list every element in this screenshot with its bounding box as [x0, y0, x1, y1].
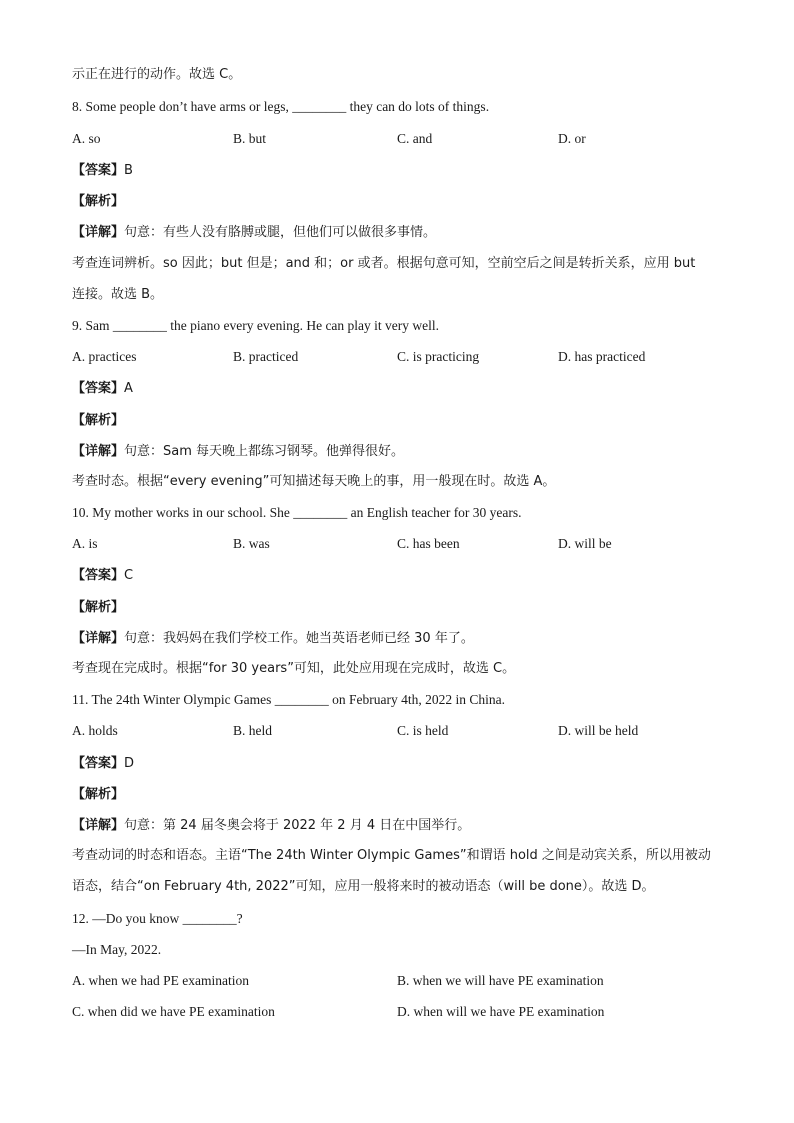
question-8-detail — [72, 223, 436, 242]
question-11-option-d: D. will be held — [558, 723, 639, 738]
question-9-detail — [72, 442, 404, 461]
question-9-option-d: D. has practiced — [558, 349, 646, 364]
question-8-stem: 8. Some people don’t have arms or legs, ________ they can do lots of things. — [72, 99, 490, 114]
answer-value: B — [124, 163, 133, 178]
answer-value: A — [124, 381, 133, 396]
detail-text: 句意：Sam 每天晚上都练习钢琴。他弹得很好。 — [124, 444, 405, 459]
question-8-explanation-1: 考查连词辨析。so 因此；but 但是；and 和；or 或者。根据句意可知，空前空后之间是转折关系，应用 but — [72, 256, 696, 271]
question-11-stem: 11. The 24th Winter Olympic Games ________ on February 4th, 2022 in China. — [72, 692, 506, 707]
question-11-answer — [72, 754, 134, 773]
intro-text: 示正在进行的动作。故选 C。 — [72, 67, 242, 82]
detail-tag: 【详解】 — [72, 818, 125, 833]
analysis-tag: 【解析】 — [72, 413, 125, 428]
question-9-explanation-1: 考查时态。根据“every evening”可知描述每天晚上的事，用一般现在时。故选 A。 — [72, 474, 556, 489]
question-10-detail — [72, 629, 474, 648]
question-9-answer — [72, 379, 133, 398]
question-11-explanation-1: 考查动词的时态和语态。主语“The 24th Winter Olympic Games”和谓语 hold 之间是动宾关系，所以用被动 — [72, 848, 711, 863]
detail-text: 句意：第 24 届冬奥会将于 2022 年 2 月 4 日在中国举行。 — [124, 818, 471, 833]
answer-tag: 【答案】 — [72, 756, 125, 771]
analysis-tag: 【解析】 — [72, 194, 125, 209]
question-12-option-b: B. when we will have PE examination — [397, 973, 604, 988]
question-8-option-c: C. and — [397, 131, 433, 146]
question-11-option-c: C. is held — [397, 723, 449, 738]
question-8-option-d: D. or — [558, 131, 586, 146]
question-10-explanation-1: 考查现在完成时。根据“for 30 years”可知，此处应用现在完成时，故选 C。 — [72, 661, 516, 676]
question-9-option-c: C. is practicing — [397, 349, 480, 364]
detail-tag: 【详解】 — [72, 631, 125, 646]
question-8-analysis — [72, 192, 124, 211]
detail-text: 句意：有些人没有胳膊或腿，但他们可以做很多事情。 — [124, 225, 437, 240]
detail-tag: 【详解】 — [72, 444, 125, 459]
question-9-option-b: B. practiced — [233, 349, 299, 364]
question-12-stem: 12. —Do you know ________? — [72, 911, 243, 926]
question-10-analysis — [72, 598, 124, 617]
answer-tag: 【答案】 — [72, 568, 125, 583]
question-11-detail — [72, 816, 470, 835]
question-11-analysis — [72, 785, 124, 804]
question-8-explanation-2: 连接。故选 B。 — [72, 287, 164, 302]
question-10-stem: 10. My mother works in our school. She ________ an English teacher for 30 years. — [72, 505, 522, 520]
answer-value: D — [124, 756, 135, 771]
question-8-answer — [72, 161, 133, 180]
question-11-option-b: B. held — [233, 723, 272, 738]
question-12-option-d: D. when will we have PE examination — [397, 1004, 605, 1019]
detail-text: 句意：我妈妈在我们学校工作。她当英语老师已经 30 年了。 — [124, 631, 474, 646]
question-12-option-a: A. when we had PE examination — [72, 973, 249, 988]
question-12-reply: —In May, 2022. — [72, 942, 162, 957]
question-9-analysis — [72, 411, 124, 430]
answer-tag: 【答案】 — [72, 163, 125, 178]
question-11-option-a: A. holds — [72, 723, 118, 738]
question-12-option-c: C. when did we have PE examination — [72, 1004, 275, 1019]
question-10-option-b: B. was — [233, 536, 270, 551]
question-11-explanation-2: 语态，结合“on February 4th, 2022”可知，应用一般将来时的被动语态（will be done）。故选 D。 — [72, 879, 655, 894]
question-10-option-d: D. will be — [558, 536, 612, 551]
question-8-option-a: A. so — [72, 131, 101, 146]
detail-tag: 【详解】 — [72, 225, 125, 240]
question-10-option-a: A. is — [72, 536, 98, 551]
question-8-option-b: B. but — [233, 131, 267, 146]
question-10-answer — [72, 566, 133, 585]
analysis-tag: 【解析】 — [72, 600, 125, 615]
question-9-option-a: A. practices — [72, 349, 137, 364]
question-9-stem: 9. Sam ________ the piano every evening. He can play it very well. — [72, 318, 440, 333]
answer-value: C — [124, 568, 134, 583]
answer-tag: 【答案】 — [72, 381, 125, 396]
analysis-tag: 【解析】 — [72, 787, 125, 802]
question-10-option-c: C. has been — [397, 536, 460, 551]
